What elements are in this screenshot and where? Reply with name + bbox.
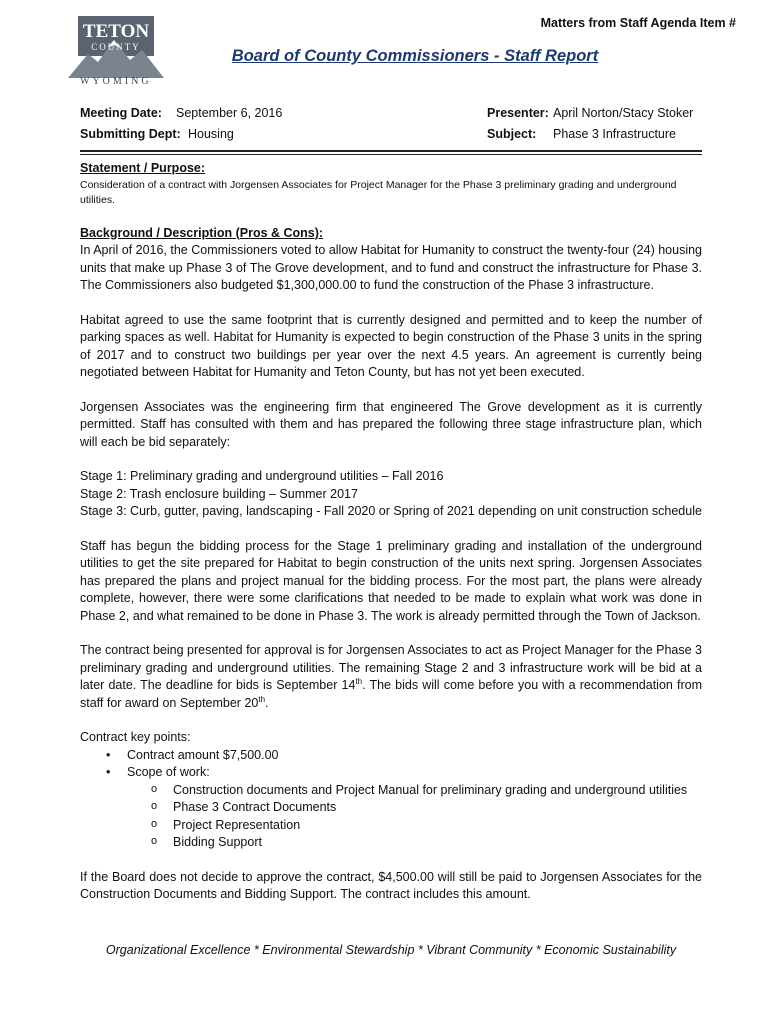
key-point-scope-text: Scope of work: bbox=[127, 765, 210, 779]
subject-label: Subject: bbox=[487, 127, 537, 141]
logo-state-text: WYOMING bbox=[80, 76, 152, 87]
key-point-amount bbox=[80, 747, 702, 765]
meeting-meta-left bbox=[80, 103, 282, 145]
subject-value: Phase 3 Infrastructure bbox=[553, 127, 676, 141]
footer-motto: Organizational Excellence * Environmental Stewardship * Vibrant Community * Economic Sustainability bbox=[105, 943, 677, 957]
background-paragraph-1: In April of 2016, the Commissioners voted to allow Habitat for Humanity to construct the twenty-four (24) housing units that make up Phase 3 of The Grove development, and to fund and construct the infrastructure for Phase 3. The Commissioners also budgeted $1,300,000.00 to fund the construction of the Phase 3 infrastructure. bbox=[80, 243, 702, 292]
stage-item: Stage 2: Trash enclosure building – Summer 2017 bbox=[80, 486, 358, 501]
scope-item: o Bidding Support bbox=[127, 834, 702, 852]
subject-row bbox=[487, 124, 693, 145]
scope-item: o Construction documents and Project Manual for preliminary grading and underground utilities bbox=[127, 782, 702, 800]
purpose-text: Consideration of a contract with Jorgensen Associates for Project Manager for the Phase 3 preliminary grading and underground utilities. bbox=[80, 178, 677, 206]
submitting-dept-value: Housing bbox=[188, 127, 234, 141]
report-title: Board of County Commissioners - Staff Report bbox=[231, 47, 599, 65]
presenter-label: Presenter: bbox=[487, 106, 549, 120]
ordinal-suffix: th bbox=[258, 694, 266, 704]
meeting-date-row bbox=[80, 103, 282, 124]
key-points-heading: Contract key points: bbox=[80, 730, 191, 744]
submitting-dept-label: Submitting Dept: bbox=[80, 127, 181, 141]
paragraph-5-part-3: . bbox=[265, 695, 269, 710]
agenda-item-tag: Matters from Staff Agenda Item # bbox=[540, 16, 736, 30]
submitting-dept-row bbox=[80, 124, 282, 145]
scope-item: o Project Representation bbox=[127, 817, 702, 835]
key-points-list bbox=[80, 747, 702, 852]
key-point-scope bbox=[80, 764, 702, 852]
header-divider-thick bbox=[80, 150, 702, 152]
logo-county-text: COUNTY bbox=[91, 42, 141, 52]
presenter-value: April Norton/Stacy Stoker bbox=[553, 106, 694, 120]
report-body bbox=[80, 160, 702, 921]
background-heading: Background / Description (Pros & Cons): bbox=[80, 225, 324, 240]
background-paragraph-2: Habitat agreed to use the same footprint that is currently designed and permitted and to keep the number of parking spaces as well. Habitat for Humanity is expected to begin construction of the Phase 3 units in the spring of 2017 and to construct two buildings per year over the next 4.5 years. An agreement is currently being negotiated between Habitat for Humanity and Teton County, but has not yet been executed. bbox=[80, 312, 702, 379]
stage-item: Stage 1: Preliminary grading and underground utilities – Fall 2016 bbox=[80, 469, 444, 483]
paragraph-5-part-2: . The bids will come before you with a recommendation from staff for award on September 20 bbox=[80, 678, 702, 710]
scope-of-work-list bbox=[127, 782, 702, 852]
meeting-date-value: September 6, 2016 bbox=[176, 106, 283, 120]
purpose-heading: Statement / Purpose: bbox=[80, 161, 206, 175]
key-point-amount-text: Contract amount $7,500.00 bbox=[127, 747, 279, 762]
header-divider-thin bbox=[80, 154, 702, 155]
background-paragraph-3: Jorgensen Associates was the engineering firm that engineered The Grove development as it is currently permitted. Staff has consulted with them and has prepared the following three stage infrastructure plan, which will each be bid separately: bbox=[80, 399, 702, 449]
background-paragraph-5 bbox=[80, 642, 702, 712]
background-paragraph-4: Staff has begun the bidding process for the Stage 1 preliminary grading and installation of the underground utilities to get the site prepared for Habitat to begin construction of the units next spring. Jorgensen Associates has prepared the plans and project manual for the bidding process. For the most part, the plans were already complete, however, there were some clarifications that needed to be made to explain what work was done in Phase 2, and what remained to be done in Phase 3. The work is already permitted through the Town of Jackson. bbox=[80, 538, 702, 623]
stage-item: Stage 3: Curb, gutter, paving, landscaping - Fall 2020 or Spring of 2021 depending on unit construction schedule bbox=[80, 504, 702, 518]
meeting-date-label: Meeting Date: bbox=[80, 106, 162, 120]
presenter-row bbox=[487, 103, 693, 124]
ordinal-suffix: th bbox=[355, 676, 363, 686]
scope-item: o Phase 3 Contract Documents bbox=[127, 799, 702, 817]
stage-list bbox=[80, 468, 702, 521]
meeting-meta-right bbox=[487, 103, 693, 145]
paragraph-5-part-1: The contract being presented for approval is for Jorgensen Associates to act as Project Manager for the Phase 3 preliminary grading and underground utilities. The remaining Stage 2 and 3 infrastructure work will be bid at a later date. The deadline for bids is September 14 bbox=[80, 643, 702, 692]
background-paragraph-6: If the Board does not decide to approve the contract, $4,500.00 will still be paid to Jorgensen Associates for the Construction Documents and Bidding Support. The contract includes this amount. bbox=[80, 869, 702, 901]
logo-name-text: TETON bbox=[82, 21, 150, 42]
